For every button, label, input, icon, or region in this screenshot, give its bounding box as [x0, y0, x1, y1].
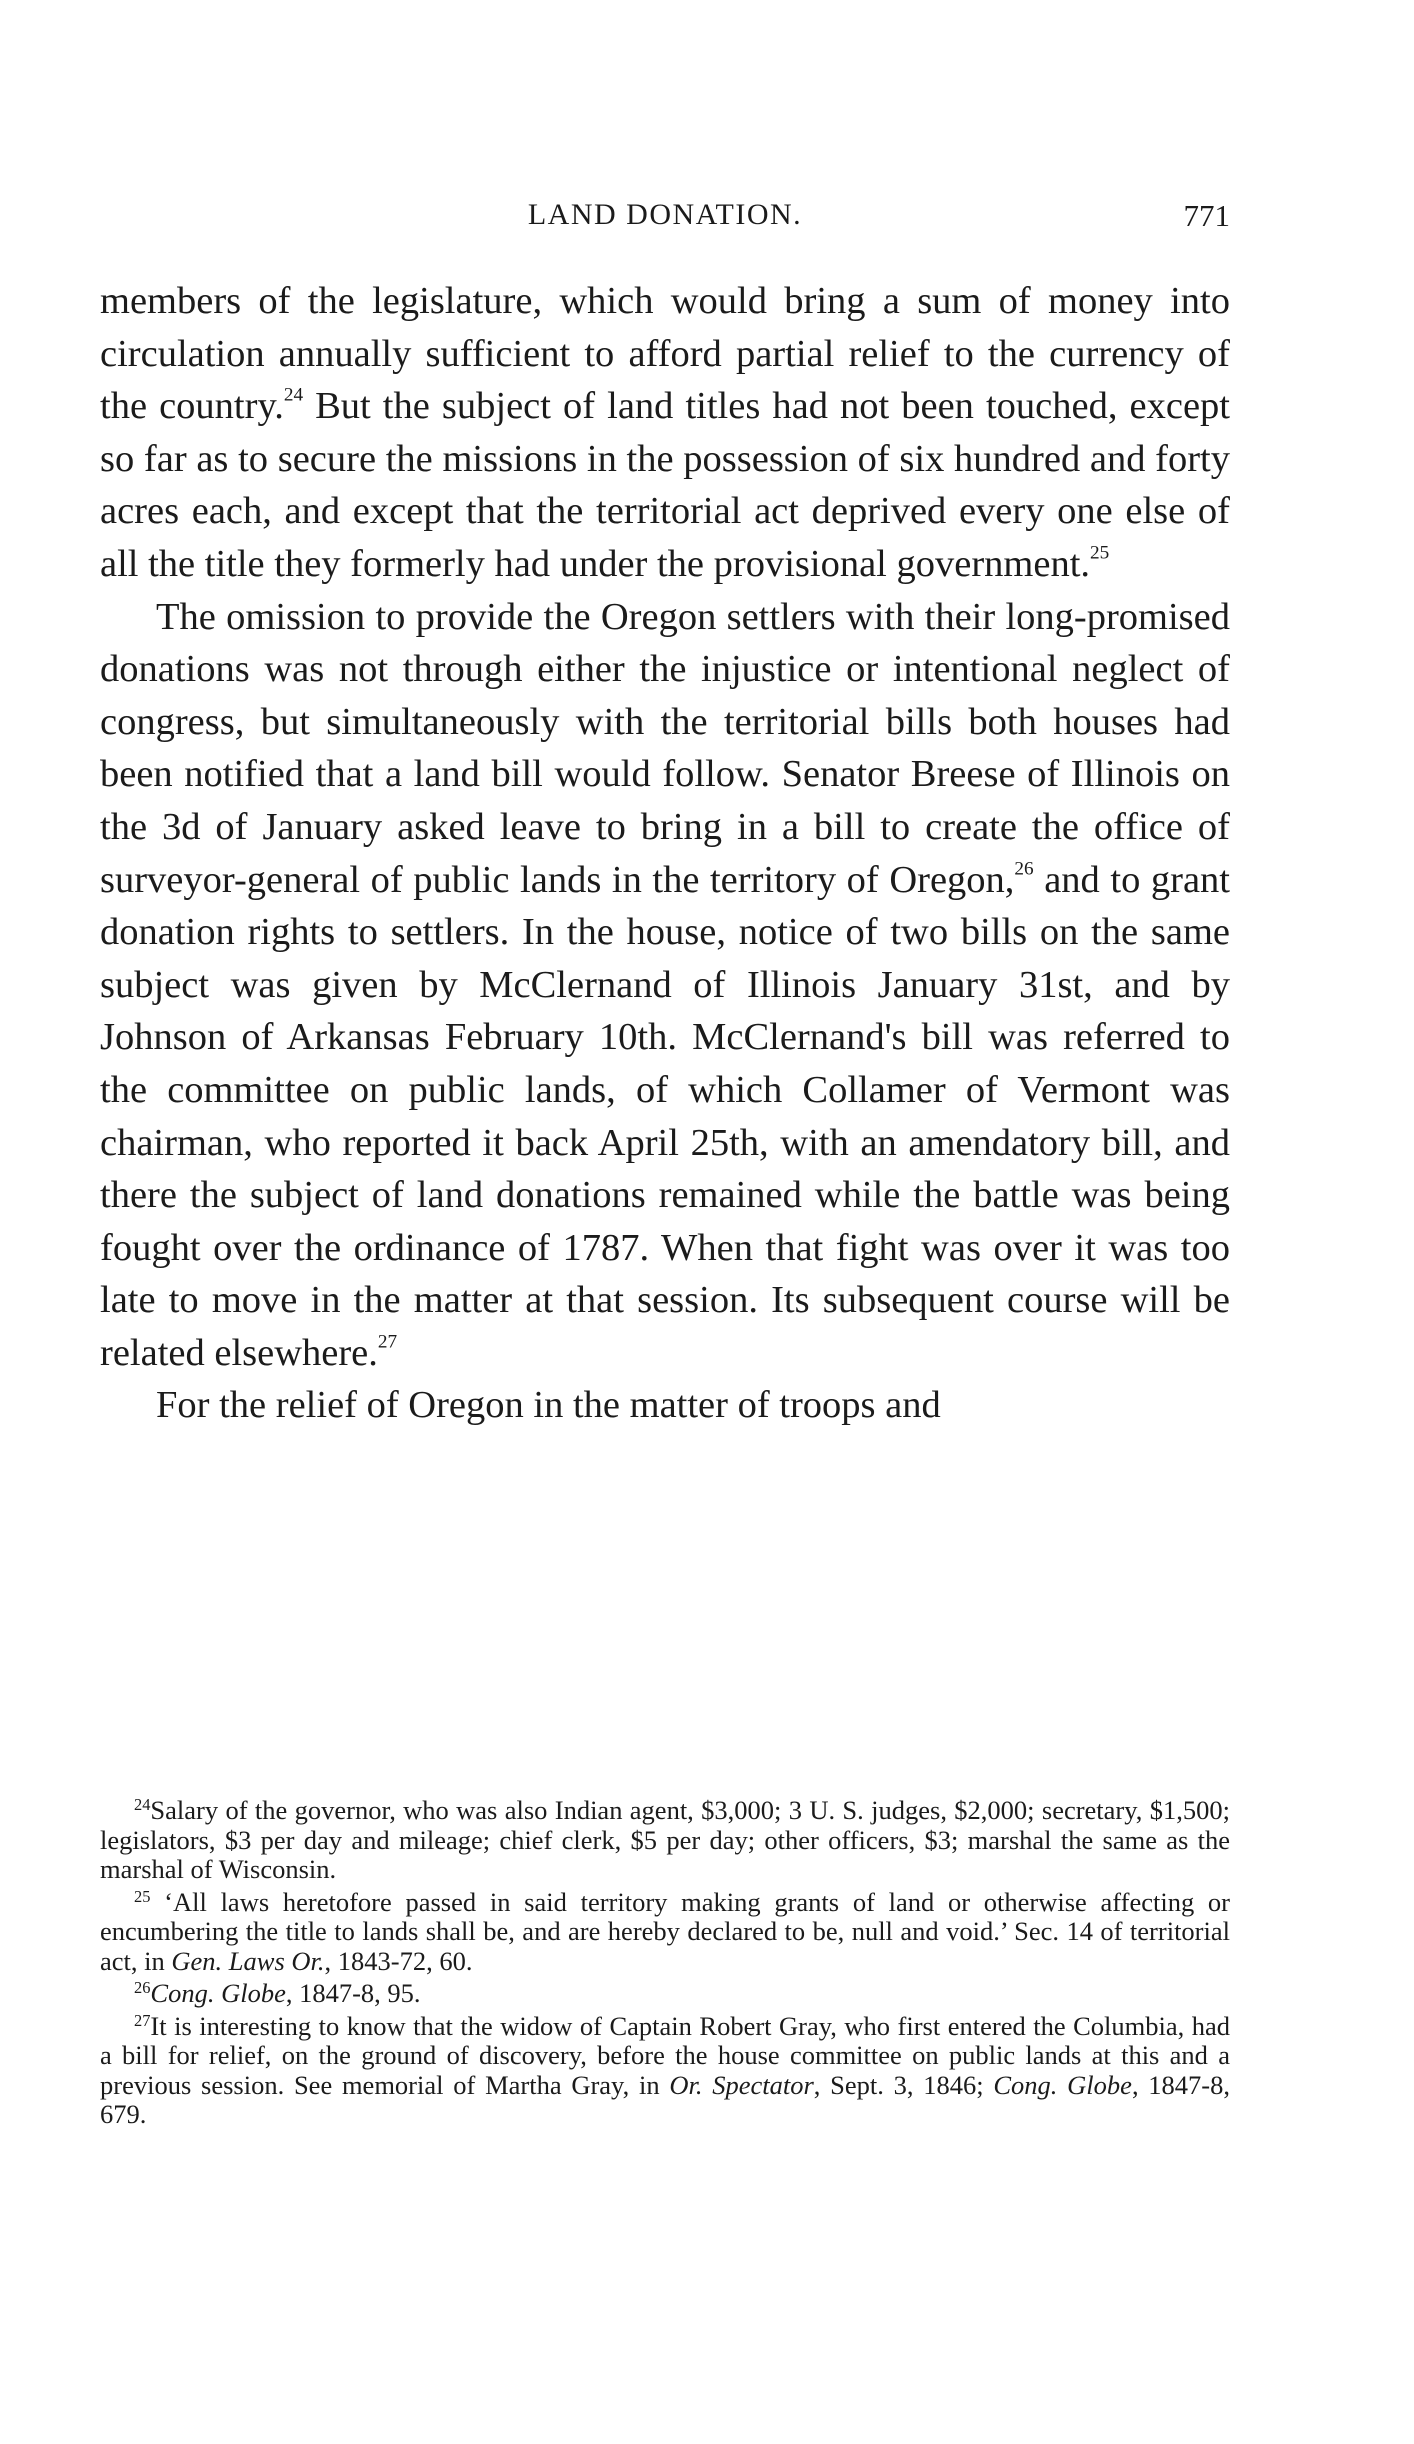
footnote-text: ‘All laws heretofore passed in said territory making grants of land or otherwise affecting or encumbering the title to lands shall be, and are hereby declared to be, null and void.’ Sec. 14 of territorial act, in: [100, 1886, 1231, 1976]
footnote-ref-27[interactable]: 27: [377, 1331, 398, 1353]
footnote-24: [100, 1796, 1230, 1885]
paragraph-text: members of the legislature, which would bring a sum of money into circulation annually sufficient to afford partial relief to the currency of the country.: [100, 280, 1230, 428]
footnote-ref-26[interactable]: 26: [1014, 858, 1034, 880]
paragraph-text: and to grant donation rights to settlers. In the house, notice of two bills on the same subject was given by McClernand of Illinois January 31st, and by Johnson of Arkansas February 10th. McClernand's bill was referred to the committee on public lands, of which Collamer of Vermont was chairman, who reported it back April 25th, with an amendatory bill, and there the subject of land donations remained while the battle was being fought over the ordinance of 1787. When that fight was over it was too late to move in the matter at that session. Its subsequent course will be related elsewhere.: [100, 858, 1230, 1374]
paragraph-text: The omission to provide the Oregon settlers with their long-promised donations was not through either the injustice or intentional neglect of congress, but simultaneously with the territorial bills both houses had been notified that a land bill would follow. Senator Breese of Illinois on the 3d of January asked leave to bring in a bill to create the office of surveyor-general of public lands in the territory of Oregon,: [100, 595, 1230, 901]
page-number: 771: [1183, 198, 1230, 233]
main-text: [100, 275, 1230, 1432]
footnote-ref-25[interactable]: 25: [1090, 542, 1110, 564]
footnote-number: 25: [134, 1886, 151, 1906]
footnotes: [100, 1796, 1230, 2133]
footnote-text: , Sept. 3, 1846;: [813, 2069, 994, 2100]
footnote-ref-24[interactable]: 24: [283, 384, 304, 406]
footnote-text: It is interesting to know that the widow of Captain Robert Gray, who first entered the Columbia, had a bill for relief, on the ground of discovery, before the house committee on public lands at this and a previous session. See memorial of Martha Gray, in: [100, 2010, 1230, 2100]
footnote-number: 24: [134, 1794, 151, 1814]
footnote-text: , 1847-8, 679.: [100, 2069, 1231, 2129]
footnote-number: 27: [134, 2010, 151, 2030]
footnote-25: [100, 1888, 1230, 1977]
footnote-27: [100, 2012, 1230, 2130]
footnote-text: , 1843-72, 60.: [324, 1945, 473, 1976]
citation-title: Gen. Laws Or.: [171, 1945, 325, 1976]
paragraph: For the relief of Oregon in the matter of troops and: [156, 1384, 941, 1427]
footnote-26: [100, 1979, 1230, 2009]
paragraph-continued: [100, 275, 1230, 591]
citation-title: Cong. Globe: [150, 1978, 286, 2008]
footnote-text: Salary of the governor, who was also Indian agent, $3,000; 3 U. S. judges, $2,000; secretary, $1,500; legislators, $3 per day and mileage; chief clerk, $5 per day; other officers, $3; marshal the same as the marshal of Wisconsin.: [100, 1795, 1230, 1884]
citation-title: Cong. Globe: [993, 2069, 1132, 2100]
paragraph: [100, 591, 1230, 1380]
footnote-number: 26: [134, 1977, 151, 1997]
footnote-text: , 1847-8, 95.: [285, 1978, 421, 2008]
page-header: [100, 198, 1230, 238]
citation-title: Or. Spectator: [669, 2069, 814, 2100]
paragraph-text: But the subject of land titles had not been touched, except so far as to secure the missions in the possession of six hundred and forty acres each, and except that the territorial act deprived every one else of all the title they formerly had under the provisional government.: [100, 385, 1230, 585]
running-head: LAND DONATION.: [527, 198, 803, 231]
